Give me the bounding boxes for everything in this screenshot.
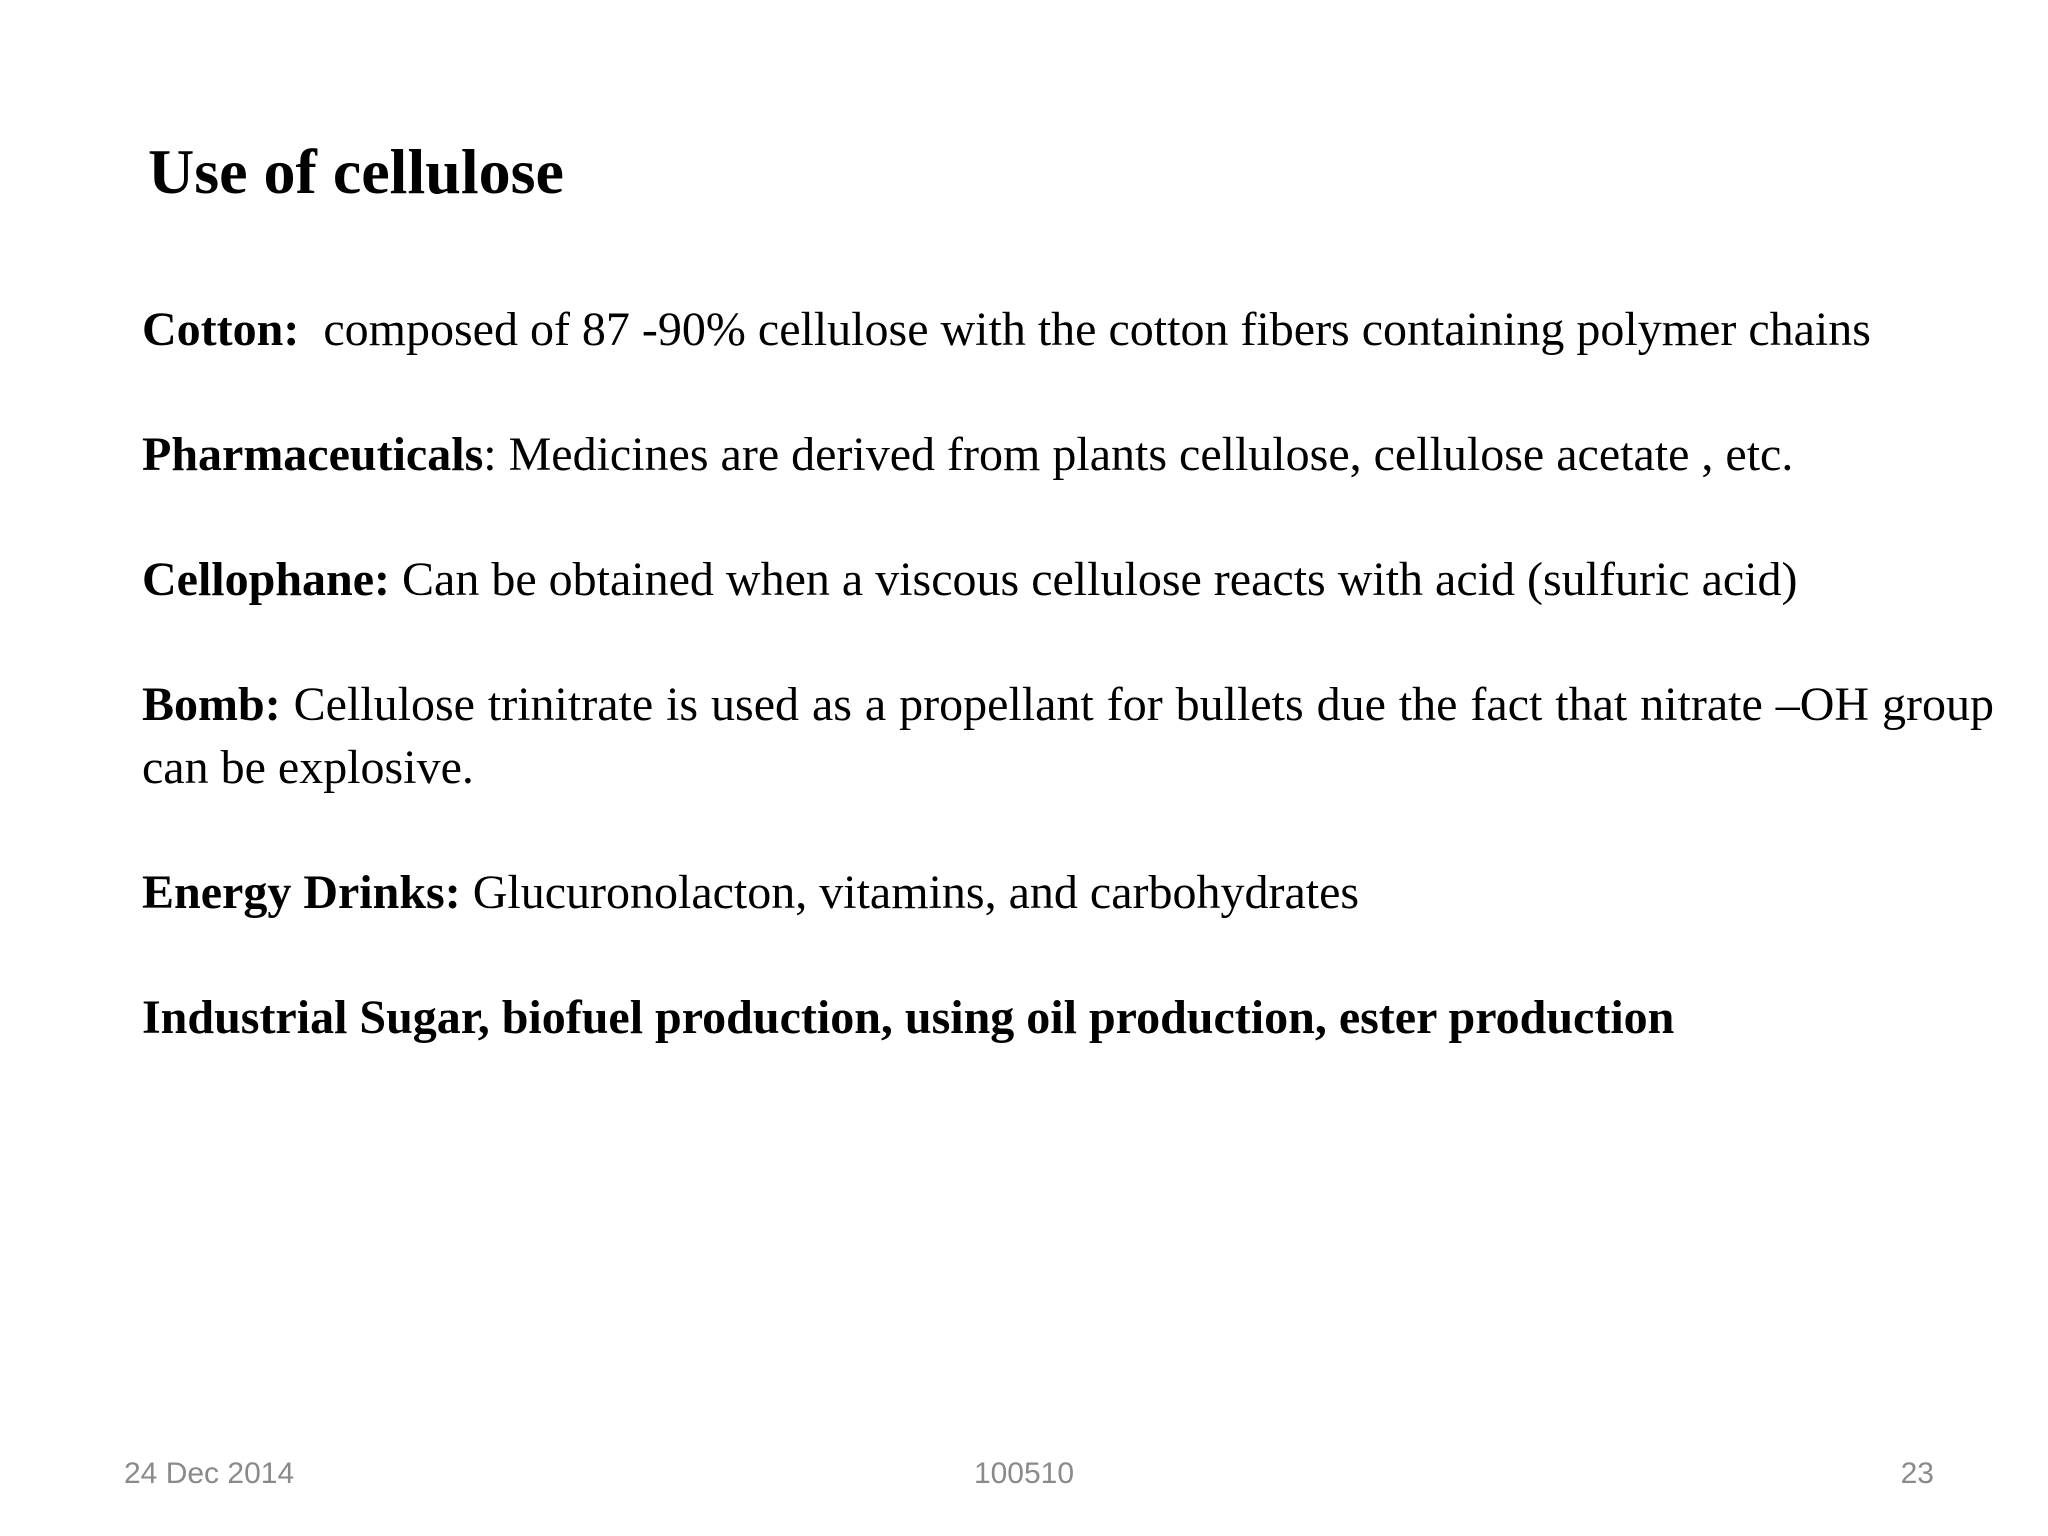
list-item-energy-drinks (142, 861, 1994, 924)
footer-page-number: 23 (1900, 1457, 1934, 1490)
item-term: Energy Drinks: (142, 866, 461, 919)
footer-date: 24 Dec 2014 (124, 1457, 295, 1490)
item-term: Pharmaceuticals (142, 428, 484, 481)
footer-center: 100510 (973, 1457, 1075, 1490)
list-item-pharmaceuticals (142, 423, 1994, 486)
item-text: composed of 87 -90% cellulose with the cotton fibers containing polymer chains (323, 303, 1871, 356)
item-text: Can be obtained when a viscous cellulose reacts with acid (sulfuric acid) (390, 553, 1798, 606)
slide-title: Use of cellulose (148, 136, 564, 207)
list-item-cellophane (142, 548, 1994, 611)
item-term: Bomb: (142, 678, 281, 731)
slide-content (142, 298, 1994, 1111)
item-term: Cellophane: (142, 553, 391, 606)
item-text: Cellulose trinitrate is used as a propellant for bullets due the fact that nitrate –OH group can be explosive. (142, 678, 1994, 794)
item-text: : Medicines are derived from plants cellulose, cellulose acetate , etc. (483, 428, 1794, 481)
item-text: Glucuronolacton, vitamins, and carbohydrates (460, 866, 1360, 919)
list-item-industrial (142, 986, 1994, 1049)
list-item-bomb (142, 673, 1994, 799)
list-item-cotton (142, 298, 1994, 361)
item-term: Industrial Sugar, biofuel production, using oil production, ester production (142, 991, 1675, 1044)
item-term: Cotton: (142, 303, 300, 356)
